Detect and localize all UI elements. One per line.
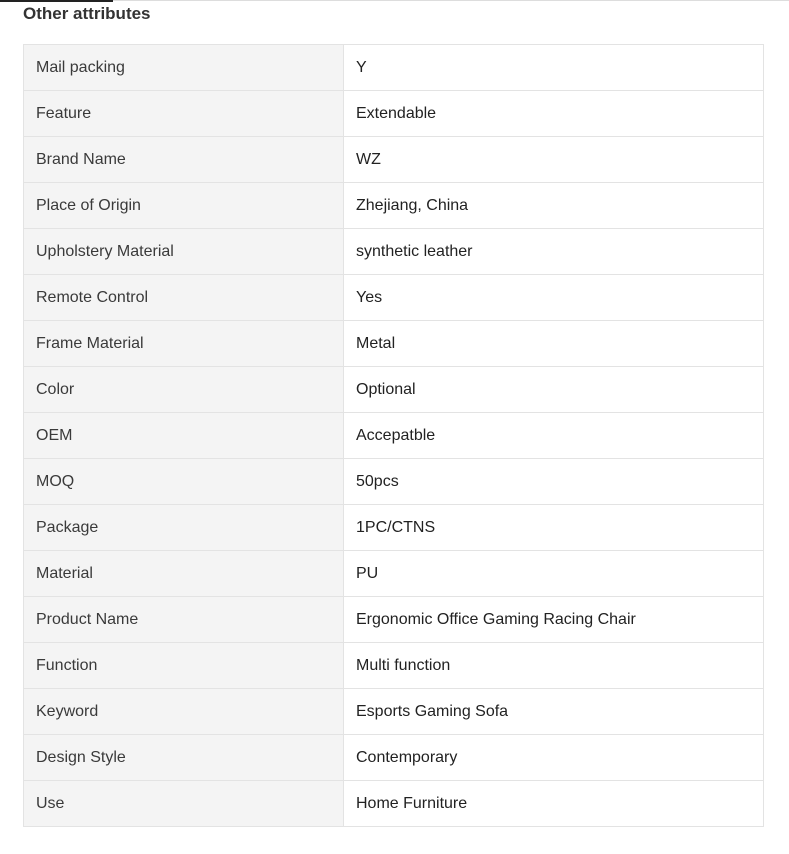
attribute-value: Optional bbox=[344, 367, 764, 413]
attribute-name: Color bbox=[24, 367, 344, 413]
table-row bbox=[24, 505, 764, 551]
top-divider bbox=[0, 0, 789, 1]
attributes-table-body bbox=[24, 45, 764, 827]
attribute-name: Package bbox=[24, 505, 344, 551]
attribute-value: Yes bbox=[344, 275, 764, 321]
attribute-value: 1PC/CTNS bbox=[344, 505, 764, 551]
table-row bbox=[24, 643, 764, 689]
attribute-name: Remote Control bbox=[24, 275, 344, 321]
section-title: Other attributes bbox=[23, 4, 151, 23]
attribute-name: OEM bbox=[24, 413, 344, 459]
attribute-value: WZ bbox=[344, 137, 764, 183]
table-row bbox=[24, 413, 764, 459]
attribute-name: Brand Name bbox=[24, 137, 344, 183]
table-row bbox=[24, 229, 764, 275]
active-tab-underline bbox=[0, 0, 113, 2]
attribute-value: 50pcs bbox=[344, 459, 764, 505]
table-row bbox=[24, 551, 764, 597]
table-row bbox=[24, 137, 764, 183]
table-row bbox=[24, 183, 764, 229]
table-row bbox=[24, 735, 764, 781]
attribute-name: Feature bbox=[24, 91, 344, 137]
attribute-value: PU bbox=[344, 551, 764, 597]
table-row bbox=[24, 781, 764, 827]
attribute-name: Mail packing bbox=[24, 45, 344, 91]
attribute-value: Esports Gaming Sofa bbox=[344, 689, 764, 735]
table-row bbox=[24, 459, 764, 505]
attribute-name: Upholstery Material bbox=[24, 229, 344, 275]
table-row bbox=[24, 91, 764, 137]
attribute-value: Home Furniture bbox=[344, 781, 764, 827]
table-row bbox=[24, 275, 764, 321]
attribute-name: MOQ bbox=[24, 459, 344, 505]
attribute-value: Ergonomic Office Gaming Racing Chair bbox=[344, 597, 764, 643]
attributes-table bbox=[23, 44, 764, 827]
attribute-value: Y bbox=[344, 45, 764, 91]
attribute-value: Zhejiang, China bbox=[344, 183, 764, 229]
attribute-name: Place of Origin bbox=[24, 183, 344, 229]
attribute-value: Accepatble bbox=[344, 413, 764, 459]
table-row bbox=[24, 367, 764, 413]
attribute-name: Frame Material bbox=[24, 321, 344, 367]
table-row bbox=[24, 689, 764, 735]
attribute-name: Function bbox=[24, 643, 344, 689]
attribute-value: synthetic leather bbox=[344, 229, 764, 275]
attribute-value: Contemporary bbox=[344, 735, 764, 781]
attribute-value: Multi function bbox=[344, 643, 764, 689]
attribute-name: Material bbox=[24, 551, 344, 597]
attribute-name: Design Style bbox=[24, 735, 344, 781]
table-row bbox=[24, 597, 764, 643]
attribute-name: Product Name bbox=[24, 597, 344, 643]
table-row bbox=[24, 321, 764, 367]
attribute-value: Extendable bbox=[344, 91, 764, 137]
attribute-name: Keyword bbox=[24, 689, 344, 735]
attribute-name: Use bbox=[24, 781, 344, 827]
table-row bbox=[24, 45, 764, 91]
attribute-value: Metal bbox=[344, 321, 764, 367]
